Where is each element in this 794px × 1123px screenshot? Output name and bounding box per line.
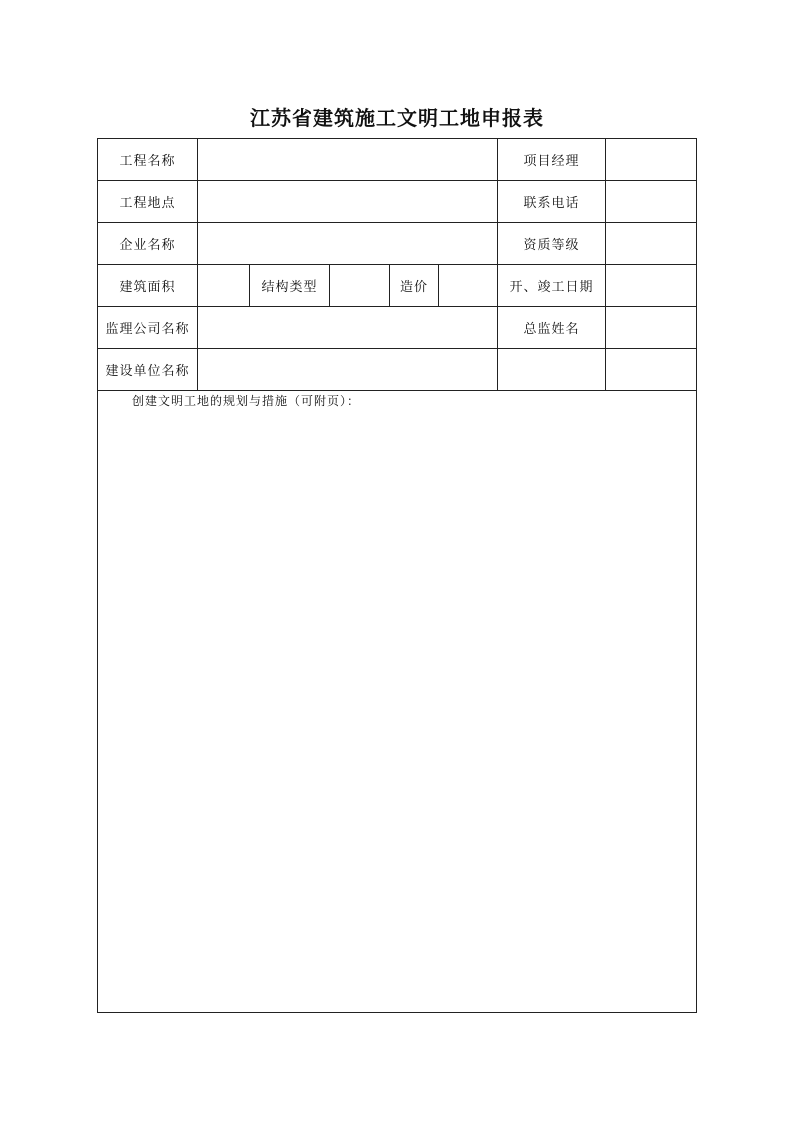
row-project-name	[98, 139, 696, 181]
label-contact-phone: 联系电话	[498, 181, 606, 222]
supervision-company-field[interactable]	[198, 307, 498, 348]
label-cost: 造价	[390, 265, 439, 306]
label-start-completion-date: 开、竣工日期	[498, 265, 606, 306]
label-company-name: 企业名称	[98, 223, 198, 264]
label-building-area: 建筑面积	[98, 265, 198, 306]
project-name-field[interactable]	[198, 139, 498, 180]
project-manager-field[interactable]	[606, 139, 696, 180]
label-chief-supervisor: 总监姓名	[498, 307, 606, 348]
project-location-field[interactable]	[198, 181, 498, 222]
label-construction-unit: 建设单位名称	[98, 349, 198, 390]
label-project-location: 工程地点	[98, 181, 198, 222]
label-project-manager: 项目经理	[498, 139, 606, 180]
contact-phone-field[interactable]	[606, 181, 696, 222]
application-form-table	[97, 138, 697, 1013]
construction-unit-field[interactable]	[198, 349, 498, 390]
company-name-field[interactable]	[198, 223, 498, 264]
structure-type-field[interactable]	[330, 265, 390, 306]
plan-measures-area[interactable]	[98, 389, 696, 1012]
label-structure-type: 结构类型	[250, 265, 330, 306]
label-qualification-grade: 资质等级	[498, 223, 606, 264]
row-supervision-company	[98, 307, 696, 349]
row-company-name	[98, 223, 696, 265]
row-building-area	[98, 265, 696, 307]
extra-field-right[interactable]	[606, 349, 696, 390]
qualification-grade-field[interactable]	[606, 223, 696, 264]
plan-measures-label: 创建文明工地的规划与措施（可附页）：	[132, 394, 361, 408]
extra-field-left[interactable]	[498, 349, 606, 390]
label-project-name: 工程名称	[98, 139, 198, 180]
form-title: 江苏省建筑施工文明工地申报表	[250, 106, 544, 130]
building-area-field[interactable]	[198, 265, 250, 306]
start-completion-date-field[interactable]	[606, 265, 696, 306]
cost-field[interactable]	[439, 265, 498, 306]
chief-supervisor-field[interactable]	[606, 307, 696, 348]
row-construction-unit	[98, 349, 696, 391]
row-project-location	[98, 181, 696, 223]
label-supervision-company: 监理公司名称	[98, 307, 198, 348]
